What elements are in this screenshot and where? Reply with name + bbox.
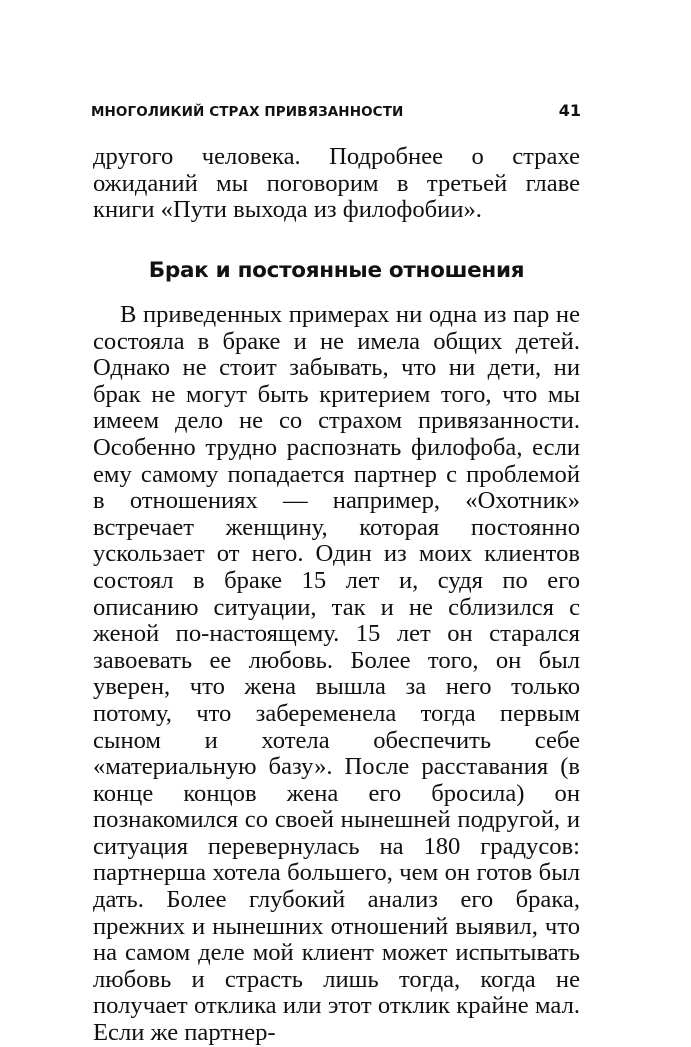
running-header-title: МНОГОЛИКИЙ СТРАХ ПРИВЯЗАННОСТИ [91,104,404,120]
section-paragraph: В приведенных примерах ни одна из пар не состояла в браке и не имела общих детей. Однако не стоит забывать, что ни дети, ни брак не могут быть критерием того, что мы имеем дело не со страхом привязанности. Особенно трудно распознать филофоба, если ему самому попадается партнер с проблемой в отношениях — например, «Охотник» встречает женщину, которая постоянно ускользает от него. Один из моих клиентов состоял в браке 15 лет и, судя по его описанию ситуации, так и не сблизился с женой по-настоящему. 15 лет он старался завоевать ее любовь. Более того, он был уверен, что жена вышла за него только потому, что забеременела тогда первым сыном и хотела обеспечить себе «материальную базу». После расставания (в конце концов жена его бросила) он познакомился со своей нынешней подругой, и ситуация перевернулась на 180 градусов: партнерша хотела большего, чем он готов был дать. Более глубокий анализ его брака, прежних и нынешних отношений выявил, что на самом деле мой клиент может испытывать любовь и страсть лишь тогда, когда не получает отклика или этот отклик крайне мал. Если же партнер- [93,301,580,1047]
intro-paragraph: другого человека. Подробнее о страхе ожиданий мы поговорим в третьей главе книги «Пути выхода из филофобии». [93,143,580,224]
section-heading: Брак и постоянные отношения [148,258,525,283]
running-header [91,92,581,120]
page-number: 41 [558,101,581,120]
